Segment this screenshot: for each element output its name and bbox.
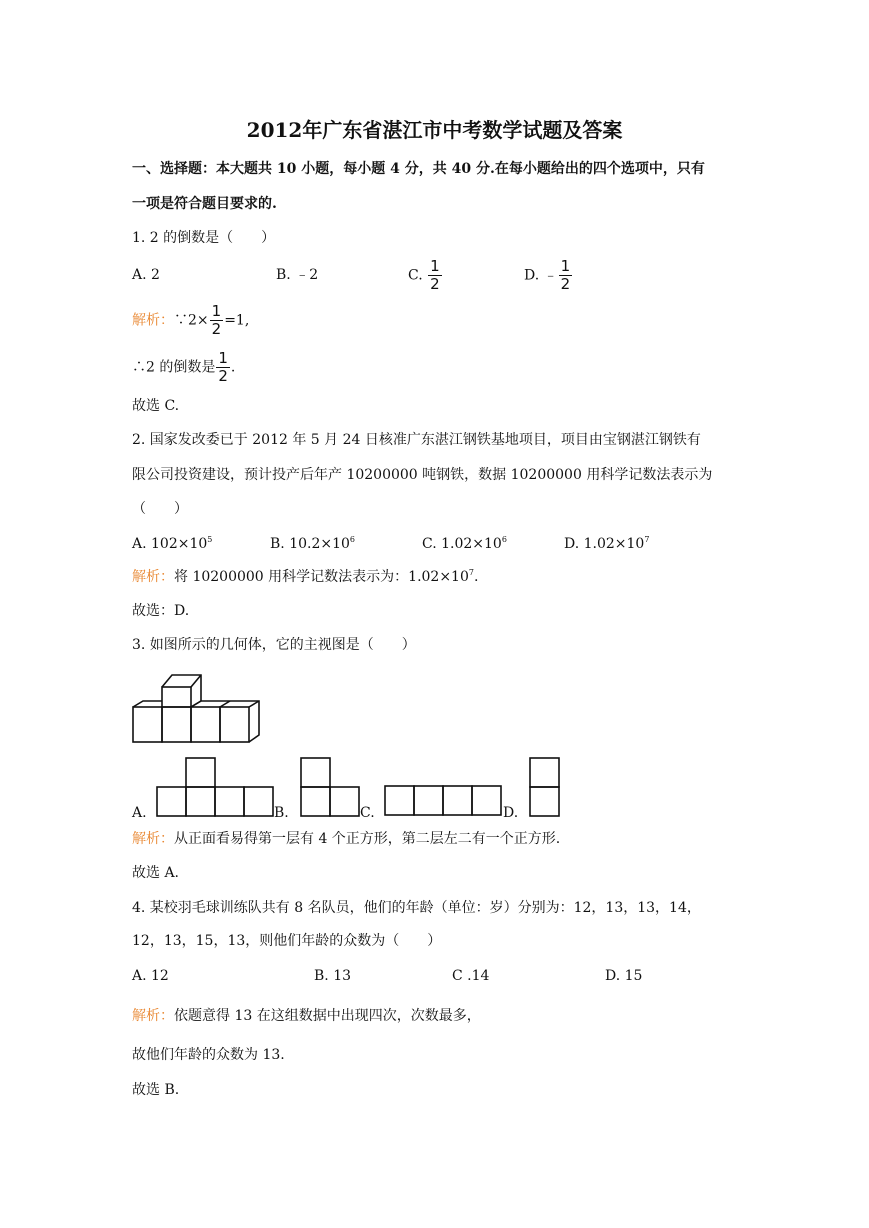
- q1-option-d-fraction: [559, 258, 573, 293]
- depth-edge: [220, 701, 230, 707]
- q2-analysis-end: .: [473, 569, 479, 585]
- cube-front-1: [133, 707, 162, 742]
- square: [530, 787, 559, 816]
- section-heading-line2: 一项是符合题目要求的.: [132, 196, 277, 212]
- square: [157, 787, 186, 816]
- q3-analysis: [132, 829, 560, 849]
- q2-stem-line2: 限公司投资建设，预计投产后年产 10200000 吨钢铁，数据 10200000 用科学记数法表示为: [132, 467, 713, 483]
- q2-option-b-base: B. 10.2×10: [270, 536, 350, 552]
- analysis-label: 解析：: [132, 1008, 174, 1024]
- fraction-numerator: 1: [218, 349, 228, 367]
- q2-option-d-exponent: 7: [644, 535, 650, 544]
- q4-analysis-line2: 故他们年龄的众数为 13.: [132, 1047, 285, 1063]
- q3-option-b-label: B.: [274, 805, 289, 821]
- fraction-denominator: 2: [560, 275, 571, 293]
- q1-analysis-line1: [132, 303, 249, 338]
- q4-option-c: C .14: [452, 968, 490, 984]
- square: [186, 787, 215, 816]
- square: [472, 786, 501, 815]
- q2-stem-line3: （ ）: [132, 501, 188, 517]
- q2-analysis-text: 将 10200000 用科学记数法表示为：1.02×10: [174, 569, 469, 585]
- q2-option-c-base: C. 1.02×10: [422, 536, 502, 552]
- q3-option-d-figure: [528, 756, 562, 818]
- q3-stem: 3. 如图所示的几何体，它的主视图是（ ）: [132, 637, 416, 653]
- q4-conclusion: 故选 B.: [132, 1082, 180, 1098]
- square: [301, 787, 330, 816]
- depth-edge: [191, 701, 201, 707]
- square: [330, 787, 359, 816]
- q1-option-b: B. ﹣2: [276, 267, 319, 283]
- q1-analysis-post: =1,: [224, 312, 250, 329]
- square: [414, 786, 443, 815]
- q1-analysis2-pre: ∴2 的倒数是: [132, 359, 216, 376]
- fraction-numerator: 1: [211, 302, 222, 320]
- q2-conclusion: 故选：D.: [132, 603, 190, 619]
- q1-conclusion: 故选 C.: [132, 398, 180, 414]
- q2-option-c: [422, 534, 507, 554]
- analysis-label: 解析：: [132, 569, 174, 585]
- q3-analysis-text: 从正面看易得第一层有 4 个正方形，第二层左二有一个正方形.: [174, 831, 561, 847]
- q4-option-b: B. 13: [314, 968, 352, 984]
- cube-top-front: [162, 687, 191, 707]
- q3-solid-figure: [132, 673, 262, 743]
- square: [301, 758, 330, 787]
- fraction-numerator: 1: [430, 257, 440, 275]
- q2-analysis: [132, 567, 478, 587]
- q4-analysis-line1: [132, 1006, 481, 1026]
- depth-edge: [191, 675, 201, 687]
- q4-analysis-text: 依题意得 13 在这组数据中出现四次，次数最多，: [174, 1008, 481, 1024]
- q2-option-b-exponent: 6: [349, 535, 355, 544]
- q3-conclusion: 故选 A.: [132, 865, 180, 881]
- fraction-denominator: 2: [430, 275, 440, 293]
- q3-option-c-label: C.: [360, 805, 375, 821]
- q3-option-a-figure: [156, 756, 274, 818]
- q4-stem-line1: 4. 某校羽毛球训练队共有 8 名队员，他们的年龄（单位：岁）分别为：12，13，13，14，: [132, 900, 701, 916]
- q2-stem-line1: 2. 国家发改委已于 2012 年 5 月 24 日核准广东湛江钢铁基地项目，项目由宝钢湛江钢铁有: [132, 432, 701, 448]
- q4-option-a: A. 12: [132, 968, 169, 984]
- depth-edge: [249, 701, 259, 707]
- q1-option-c: [408, 258, 443, 293]
- q3-option-b-figure: [300, 756, 362, 818]
- q1-analysis2-fraction: [216, 350, 230, 385]
- top-cube-depth: [162, 675, 201, 701]
- q1-analysis-line2: [132, 350, 235, 385]
- fraction-denominator: 2: [218, 367, 228, 385]
- q2-option-c-exponent: 6: [501, 535, 507, 544]
- q2-option-b: [270, 534, 355, 554]
- q2-analysis-exponent: 7: [468, 568, 474, 577]
- square: [385, 786, 414, 815]
- q3-option-c-figure: [384, 784, 504, 818]
- q3-option-d-label: D.: [503, 805, 519, 821]
- fraction-denominator: 2: [211, 320, 222, 338]
- q1-option-d-prefix: D. ﹣: [524, 267, 558, 284]
- q1-analysis2-post: .: [230, 359, 236, 376]
- square: [244, 787, 273, 816]
- q2-option-a-base: A. 102×10: [132, 536, 208, 552]
- q1-analysis-fraction: [210, 303, 224, 338]
- analysis-label: 解析：: [132, 312, 174, 329]
- q2-option-a: [132, 534, 212, 554]
- cube-front-3: [191, 707, 220, 742]
- cube-front-4: [220, 707, 249, 742]
- square: [215, 787, 244, 816]
- analysis-label: 解析：: [132, 831, 174, 847]
- q4-stem-line2: 12，13，15，13，则他们年龄的众数为（ ）: [132, 933, 442, 949]
- section-heading-line1: 一、选择题：本大题共 10 小题，每小题 4 分，共 40 分.在每小题给出的四个选项中，只有: [132, 161, 705, 177]
- q1-analysis-pre: ∵2×: [174, 312, 209, 329]
- q1-option-a: A. 2: [132, 267, 160, 283]
- q4-option-d: D. 15: [605, 968, 643, 984]
- q2-option-d-base: D. 1.02×10: [564, 536, 645, 552]
- square: [530, 758, 559, 787]
- bottom-row-depth: [133, 701, 162, 707]
- square: [443, 786, 472, 815]
- q1-option-c-prefix: C.: [408, 267, 423, 284]
- square: [186, 758, 215, 787]
- q2-option-d: [564, 534, 649, 554]
- fraction-numerator: 1: [560, 257, 571, 275]
- q1-stem: 1. 2 的倒数是（ ）: [132, 230, 276, 246]
- q1-option-d: [524, 258, 573, 293]
- page-title: 2012年广东省湛江市中考数学试题及答案: [246, 118, 623, 142]
- cube-front-2: [162, 707, 191, 742]
- q3-option-a-label: A.: [132, 805, 147, 821]
- q1-option-c-fraction: [428, 258, 442, 293]
- q2-option-a-exponent: 5: [207, 535, 213, 544]
